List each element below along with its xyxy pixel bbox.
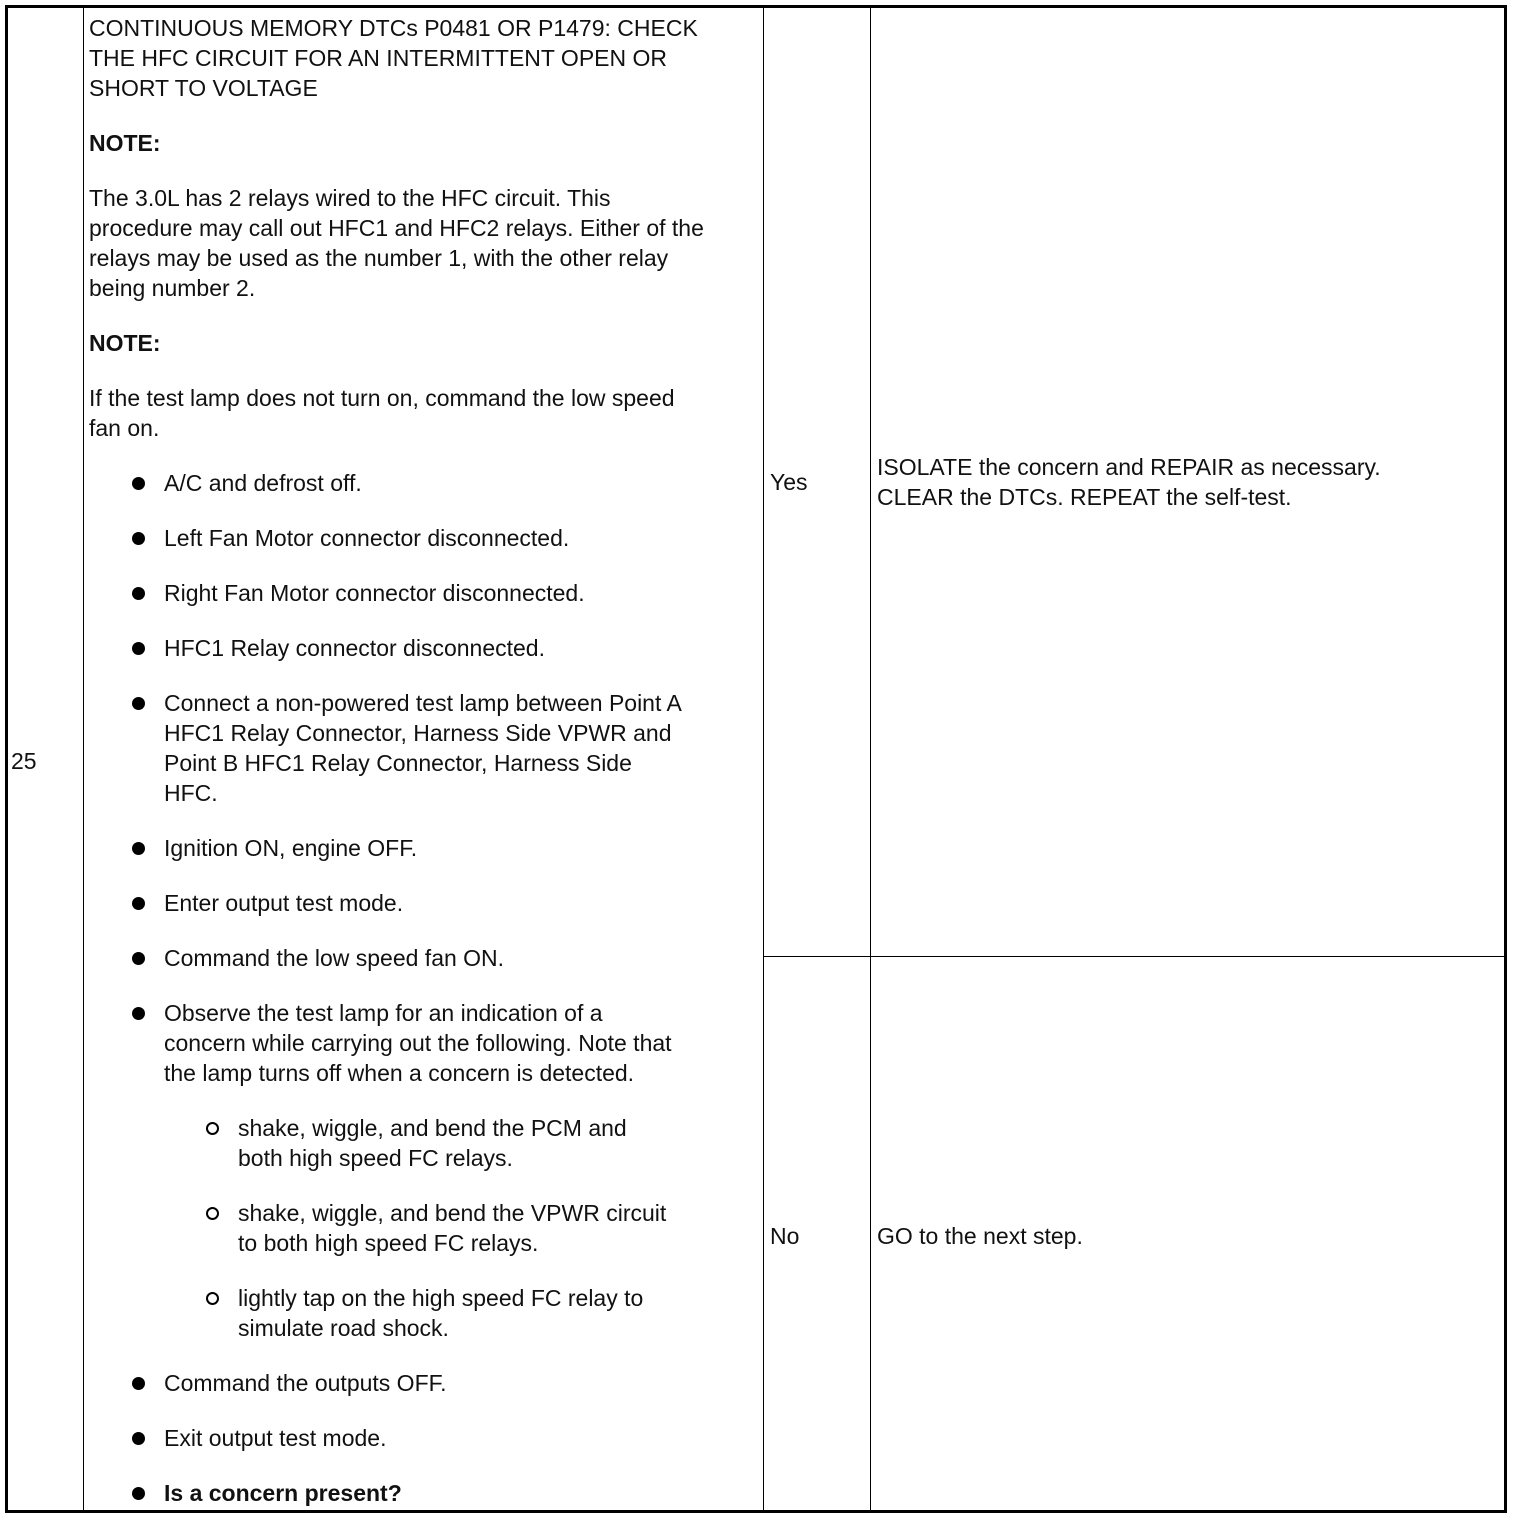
step-title-line-2: THE HFC CIRCUIT FOR AN INTERMITTENT OPEN OR: [89, 45, 667, 71]
note-text-line: fan on.: [89, 415, 160, 441]
bullet-icon: [132, 1432, 145, 1445]
result-answer-yes: Yes: [770, 469, 808, 495]
sub-bullet-item-continued: both high speed FC relays.: [238, 1145, 513, 1171]
bullet-item-continued: concern while carrying out the following. Note that: [164, 1030, 672, 1056]
column-divider-step: [83, 8, 84, 1510]
bullet-icon: [132, 532, 145, 545]
bullet-item: Connect a non-powered test lamp between Point A: [164, 690, 682, 716]
note-text-line: procedure may call out HFC1 and HFC2 relays. Either of the: [89, 215, 704, 241]
bullet-icon: [132, 1487, 145, 1500]
note-text-line: being number 2.: [89, 275, 256, 301]
note-text-line: relays may be used as the number 1, with the other relay: [89, 245, 669, 271]
sub-bullet-item-continued: simulate road shock.: [238, 1315, 449, 1341]
question: Is a concern present?: [164, 1480, 402, 1506]
bullet-icon: [132, 477, 145, 490]
bullet-item: Ignition ON, engine OFF.: [164, 835, 418, 861]
sub-bullet-icon: [206, 1292, 219, 1305]
column-divider-result: [763, 8, 764, 1510]
bullet-item: Enter output test mode.: [164, 890, 404, 916]
step-number: 25: [11, 748, 37, 774]
bullet-item: A/C and defrost off.: [164, 470, 362, 496]
bullet-item: Command the low speed fan ON.: [164, 945, 505, 971]
bullet-item-continued: Point B HFC1 Relay Connector, Harness Side: [164, 750, 632, 776]
bullet-icon: [132, 697, 145, 710]
bullet-icon: [132, 587, 145, 600]
column-divider-action: [870, 8, 871, 1510]
note-text-line: If the test lamp does not turn on, command the low speed: [89, 385, 675, 411]
note-text-line: The 3.0L has 2 relays wired to the HFC circuit. This: [89, 185, 611, 211]
bullet-item: Left Fan Motor connector disconnected.: [164, 525, 570, 551]
sub-bullet-icon: [206, 1122, 219, 1135]
bullet-item: Exit output test mode.: [164, 1425, 387, 1451]
bullet-item: Command the outputs OFF.: [164, 1370, 447, 1396]
bullet-icon: [132, 897, 145, 910]
bullet-icon: [132, 952, 145, 965]
sub-bullet-item: lightly tap on the high speed FC relay to: [238, 1285, 644, 1311]
bullet-icon: [132, 1007, 145, 1020]
result-action-yes-line-1: ISOLATE the concern and REPAIR as necessary.: [877, 454, 1381, 480]
step-title-line-1: CONTINUOUS MEMORY DTCs P0481 OR P1479: CHECK: [89, 15, 698, 41]
note-label: NOTE:: [89, 130, 161, 156]
bullet-item-continued: HFC.: [164, 780, 218, 806]
bullet-icon: [132, 642, 145, 655]
sub-bullet-item: shake, wiggle, and bend the VPWR circuit: [238, 1200, 667, 1226]
result-answer-no: No: [770, 1223, 800, 1249]
bullet-item: Observe the test lamp for an indication of a: [164, 1000, 603, 1026]
sub-bullet-item-continued: to both high speed FC relays.: [238, 1230, 539, 1256]
bullet-item: Right Fan Motor connector disconnected.: [164, 580, 585, 606]
note-label: NOTE:: [89, 330, 161, 356]
bullet-icon: [132, 842, 145, 855]
bullet-item: HFC1 Relay connector disconnected.: [164, 635, 545, 661]
result-action-yes-line-2: CLEAR the DTCs. REPEAT the self-test.: [877, 484, 1292, 510]
sub-bullet-icon: [206, 1207, 219, 1220]
result-row-divider: [763, 956, 1504, 957]
bullet-item-continued: the lamp turns off when a concern is detected.: [164, 1060, 635, 1086]
bullet-icon: [132, 1377, 145, 1390]
step-title-line-3: SHORT TO VOLTAGE: [89, 75, 318, 101]
bullet-item-continued: HFC1 Relay Connector, Harness Side VPWR and: [164, 720, 672, 746]
sub-bullet-item: shake, wiggle, and bend the PCM and: [238, 1115, 627, 1141]
result-action-no: GO to the next step.: [877, 1223, 1083, 1249]
